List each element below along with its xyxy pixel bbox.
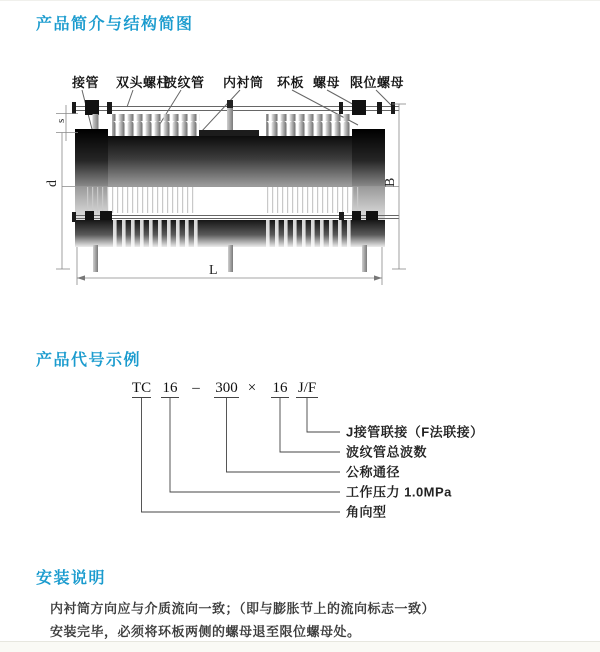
code-seg-pressure: 16 xyxy=(162,380,178,396)
part-label-neichentong: 内衬筒 xyxy=(223,75,264,90)
dim-label-L: L xyxy=(209,263,218,278)
code-callout-labels xyxy=(346,425,484,520)
section-title-code: 产品代号示例 xyxy=(36,352,142,369)
installation-instructions xyxy=(50,597,470,643)
code-seg-times: × xyxy=(247,380,257,396)
callout-diameter: 公称通径 xyxy=(346,464,401,480)
part-label-shuangtou: 双头螺柱 xyxy=(116,75,171,90)
callout-connection: J接管联接（F法联接） xyxy=(346,424,484,440)
part-label-luomu: 螺母 xyxy=(313,75,341,90)
callout-waves: 波纹管总波数 xyxy=(346,444,428,460)
code-seg-type: TC xyxy=(131,380,152,396)
code-seg-dash: – xyxy=(192,380,200,396)
section-title-install: 安装说明 xyxy=(36,570,107,587)
part-label-xianwei: 限位螺母 xyxy=(350,75,405,90)
section-title-intro: 产品简介与结构简图 xyxy=(36,16,194,33)
callout-pressure: 工作压力 1.0MPa xyxy=(346,484,452,500)
dim-label-d: d xyxy=(45,180,60,187)
dim-label-B: B xyxy=(383,177,398,187)
page-bottom-edge xyxy=(0,641,600,652)
part-label-huanban: 环板 xyxy=(277,75,305,90)
installation-line-1: 内衬筒方向应与介质流向一致；（即与膨胀节上的流向标志一致） xyxy=(50,601,436,616)
code-segments xyxy=(132,380,316,396)
code-seg-diameter: 300 xyxy=(215,380,238,396)
part-label-bowenguan: 波纹管 xyxy=(164,75,205,90)
callout-type: 角向型 xyxy=(346,504,387,520)
installation-line-2: 安装完毕，必须将环板两侧的螺母退至限位螺母处。 xyxy=(50,624,361,639)
code-callout-lines xyxy=(142,398,341,513)
part-label-jieguan: 接管 xyxy=(72,75,100,90)
code-seg-waves: 16 xyxy=(272,380,288,396)
code-seg-connect: J/F xyxy=(297,380,317,396)
dim-label-s: s xyxy=(55,118,67,123)
product-code-diagram xyxy=(0,1,600,652)
